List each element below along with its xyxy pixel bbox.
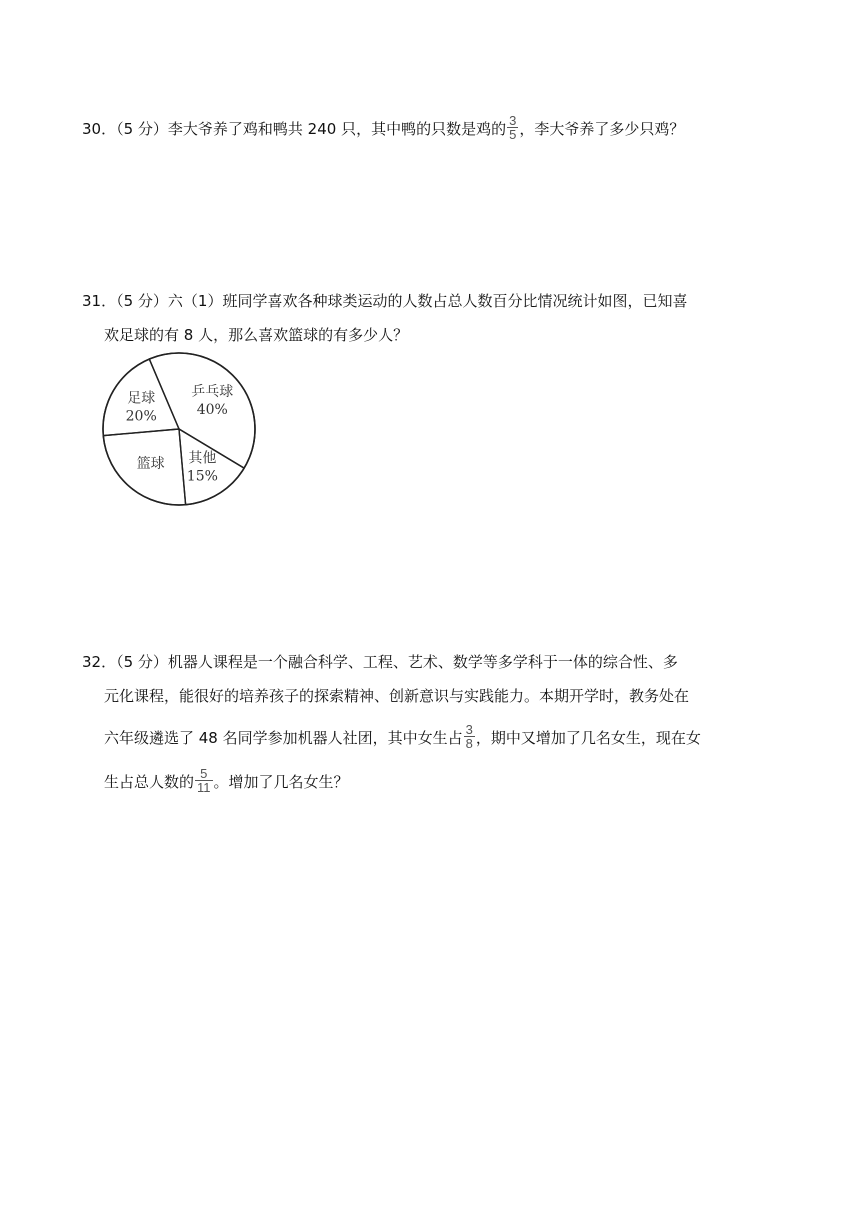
- question-32-number: 32．: [82, 653, 117, 671]
- question-30: [82, 113, 685, 143]
- question-32-line-4: [104, 766, 349, 796]
- pie-slices: [103, 353, 255, 505]
- question-31-text-2: 欢足球的有 8 人，那么喜欢篮球的有多少人？: [104, 326, 409, 344]
- fraction-denominator: 8: [465, 736, 473, 751]
- question-30-text-before: （5 分）李大爷养了鸡和鸭共 240 只，其中鸭的只数是鸡的: [116, 120, 507, 138]
- pie-slice-label: 其他: [188, 450, 217, 467]
- question-30-text-after: ，李大爷养了多少只鸡？: [519, 120, 685, 138]
- sport-preference-pie-chart: [100, 351, 260, 509]
- question-32-text-3-after: ，期中又增加了几名女生，现在女: [475, 729, 701, 747]
- question-32-text-2: 元化课程，能很好的培养孩子的探索精神、创新意识与实践能力。本期开学时，教务处在: [104, 687, 690, 705]
- pie-slice-label: 篮球: [136, 455, 165, 472]
- fraction-denominator: 11: [197, 780, 211, 795]
- question-31-number: 31．: [82, 292, 117, 310]
- question-32-fraction-1: [464, 723, 475, 750]
- pie-slice-label: 乒乓球: [191, 384, 234, 401]
- fraction-numerator: 3: [509, 113, 517, 128]
- question-31-text-1: （5 分）六（1）班同学喜欢各种球类运动的人数占总人数百分比情况统计如图，已知喜: [116, 292, 688, 310]
- question-32-text-3-before: 六年级遴选了 48 名同学参加机器人社团，其中女生占: [104, 729, 463, 747]
- question-31-line-2: [104, 325, 408, 345]
- pie-slice-percent: 15%: [186, 468, 218, 485]
- pie-slice-percent: 40%: [196, 402, 228, 419]
- pie-slice-percent: 20%: [125, 408, 157, 425]
- question-30-fraction: [507, 114, 518, 141]
- question-32-text-4-after: 。增加了几名女生？: [213, 773, 349, 791]
- fraction-numerator: 3: [465, 722, 473, 737]
- question-32-line-3: [104, 722, 701, 752]
- question-30-number: 30．: [82, 120, 117, 138]
- question-32-text-4-before: 生占总人数的: [104, 773, 195, 791]
- question-32-fraction-2: [195, 767, 213, 794]
- question-31-line-1: [82, 291, 687, 311]
- question-32-line-2: [104, 686, 689, 706]
- question-32-line-1: [82, 652, 678, 672]
- question-32-text-1: （5 分）机器人课程是一个融合科学、工程、艺术、数学等多学科于一体的综合性、多: [116, 653, 678, 671]
- fraction-denominator: 5: [509, 127, 517, 142]
- pie-slice-label: 足球: [127, 390, 156, 407]
- fraction-numerator: 5: [195, 767, 213, 781]
